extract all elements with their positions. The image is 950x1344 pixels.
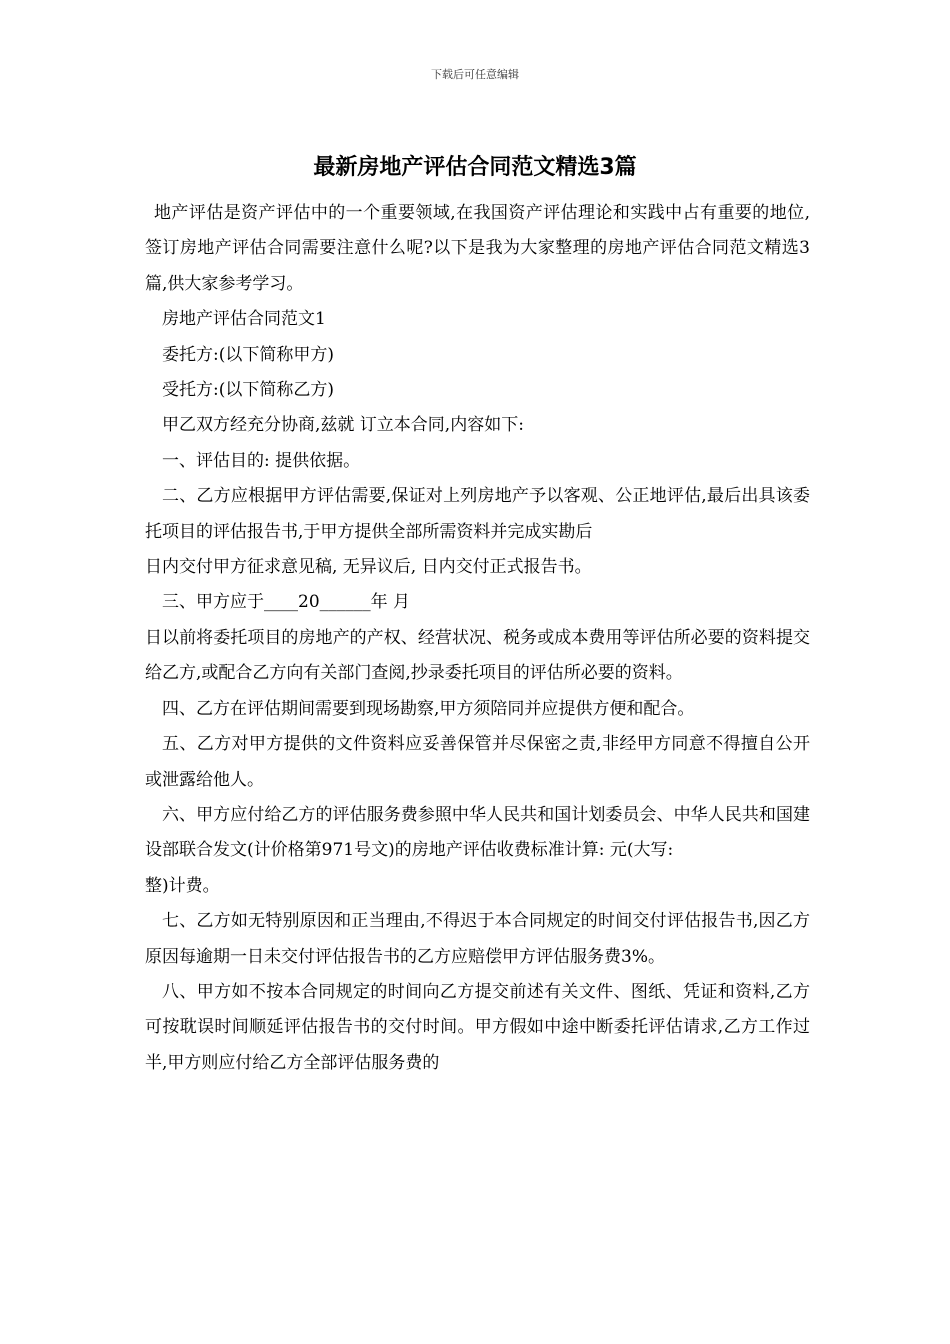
section-heading: 房地产评估合同范文1: [162, 309, 326, 330]
paragraph: 甲乙双方经充分协商,兹就 订立本合同,内容如下:: [162, 415, 524, 436]
intro-paragraph: 地产评估是资产评估中的一个重要领域,在我国资产评估理论和实践中占有重要的地位,签订房地产评估合同需要注意什么呢?以下是我为大家整理的房地产评估合同范文精选3篇,供大家参考学习。: [145, 203, 810, 294]
header-note: 下载后可任意编辑: [431, 68, 519, 81]
paragraph: 整)计费。: [145, 875, 220, 896]
paragraph: 委托方:(以下简称甲方): [162, 344, 334, 365]
paragraph: 日以前将委托项目的房地产的产权、经营状况、税务或成本费用等评估所必要的资料提交给乙方,或配合乙方向有关部门查阅,抄录委托项目的评估所必要的资料。: [145, 627, 810, 684]
paragraph: 日内交付甲方征求意见稿, 无异议后, 日内交付正式报告书。: [145, 557, 592, 578]
paragraph: 五、乙方对甲方提供的文件资料应妥善保管并尽保密之责,非经甲方同意不得擅自公开或泄露给他人。: [145, 734, 810, 790]
document-title: 最新房地产评估合同范文精选3篇: [313, 155, 637, 180]
paragraph: 受托方:(以下简称乙方): [162, 380, 334, 401]
paragraph: 三、甲方应于____20______年 月: [162, 592, 411, 613]
document-body: [145, 196, 810, 1081]
paragraph: 一、评估目的: 提供依据。: [162, 450, 361, 471]
paragraph: 六、甲方应付给乙方的评估服务费参照中华人民共和国计划委员会、中华人民共和国建设部联合发文(计价格第971号文)的房地产评估收费标准计算: 元(大写:: [145, 804, 810, 861]
paragraph: 八、甲方如不按本合同规定的时间向乙方提交前述有关文件、图纸、凭证和资料,乙方可按耽误时间顺延评估报告书的交付时间。甲方假如中途中断委托评估请求,乙方工作过半,甲方则应付给乙方全部评估服务费的: [145, 981, 810, 1073]
paragraph: 二、乙方应根据甲方评估需要,保证对上列房地产予以客观、公正地评估,最后出具该委托项目的评估报告书,于甲方提供全部所需资料并完成实勘后: [145, 486, 810, 542]
paragraph: 四、乙方在评估期间需要到现场勘察,甲方须陪同并应提供方便和配合。: [162, 698, 695, 719]
paragraph: 七、乙方如无特别原因和正当理由,不得迟于本合同规定的时间交付评估报告书,因乙方原因每逾期一日未交付评估报告书的乙方应赔偿甲方评估服务费3%。: [145, 911, 810, 967]
